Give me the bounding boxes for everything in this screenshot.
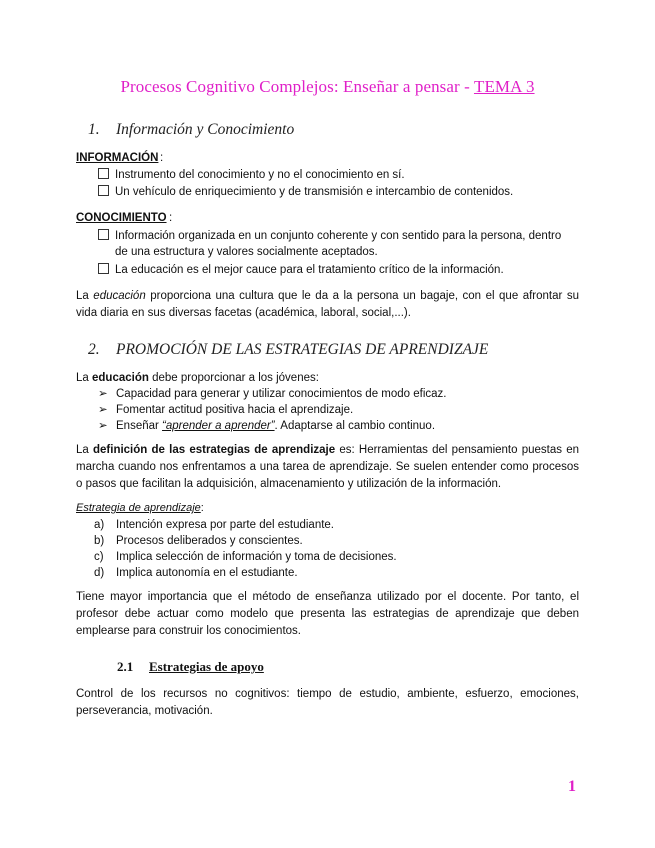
section-1-number: 1. — [88, 121, 100, 138]
conocimiento-label: CONOCIMIENTO — [76, 212, 167, 224]
section-2-1-title: Estrategias de apoyo — [149, 659, 264, 674]
conocimiento-item-2: La educación es el mejor cauce para el tratamiento crítico de la información. — [98, 262, 580, 278]
estrategia-item-d: d) Implica autonomía en el estudiante. — [94, 567, 298, 579]
estrategia-label: Estrategia de aprendizaje: — [76, 502, 204, 514]
section-2-title: PROMOCIÓN DE LAS ESTRATEGIAS DE APRENDIZAJE — [116, 341, 489, 358]
section-2-number: 2. — [88, 341, 100, 358]
arrow-bullet-icon: ➢ — [98, 404, 108, 416]
informacion-item-1: Instrumento del conocimiento y no el conocimiento en sí. — [98, 167, 580, 183]
bullet-item-2: ➢ Fomentar actitud positiva hacia el aprendizaje. — [98, 404, 354, 416]
estrategia-item-b: b) Procesos deliberados y conscientes. — [94, 535, 303, 547]
section-2-1-heading — [117, 659, 264, 675]
section-2-intro: La educación debe proporcionar a los jóvenes: — [76, 372, 319, 384]
section-2-1-number: 2.1 — [117, 659, 134, 674]
title-main: Procesos Cognitivo Complejos: Enseñar a pensar - — [120, 77, 474, 96]
checkbox-icon — [98, 168, 109, 179]
bullet-item-3: ➢ Enseñar “aprender a aprender”. Adaptarse al cambio continuo. — [98, 420, 436, 432]
title-tema: TEMA 3 — [473, 77, 535, 96]
informacion-colon: : — [160, 152, 164, 164]
section-2-heading — [88, 341, 488, 359]
arrow-bullet-icon: ➢ — [98, 388, 108, 400]
informacion-label: INFORMACIÓN — [76, 152, 159, 164]
definicion-paragraph: La definición de las estrategias de aprendizaje es: Herramientas del pensamiento puestas en marcha cuando nos enfrentamos a una tarea de aprendizaje. Se suelen entender como procesos o pasos que facilitan la adquisición, almacenamiento y utilización de la información. — [76, 444, 579, 490]
closing-paragraph: Tiene mayor importancia que el método de enseñanza utilizado por el docente. Por tanto, el profesor debe actuar como modelo que presenta las estrategias de aprendizaje que deben emplearse para construir los conocimientos. — [76, 591, 579, 637]
checkbox-icon — [98, 185, 109, 196]
conocimiento-item-1: Información organizada en un conjunto coherente y con sentido para la persona, dentro de una estructura y valores socialmente aceptados. — [98, 228, 580, 260]
document-title — [0, 77, 655, 97]
section-2-1-paragraph: Control de los recursos no cognitivos: tiempo de estudio, ambiente, esfuerzo, emociones, perseverancia, motivación. — [76, 688, 579, 717]
page-number: 1 — [568, 778, 576, 795]
bullet-item-1: ➢ Capacidad para generar y utilizar conocimientos de modo eficaz. — [98, 388, 447, 400]
estrategia-item-a: a) Intención expresa por parte del estudiante. — [94, 519, 335, 531]
informacion-item-2: Un vehículo de enriquecimiento y de transmisión e intercambio de contenidos. — [98, 184, 580, 200]
estrategia-item-c: c) Implica selección de información y toma de decisiones. — [94, 551, 397, 563]
educacion-paragraph: La educación proporciona una cultura que le da a la persona un bagaje, con el que afrontar su vida diaria en sus diversas facetas (académica, laboral, social,...). — [76, 290, 579, 319]
conocimiento-colon: : — [169, 212, 173, 224]
section-1-title: Información y Conocimiento — [116, 121, 295, 138]
checkbox-icon — [98, 263, 109, 274]
section-1-heading — [88, 121, 294, 139]
checkbox-icon — [98, 229, 109, 240]
arrow-bullet-icon: ➢ — [98, 420, 108, 432]
